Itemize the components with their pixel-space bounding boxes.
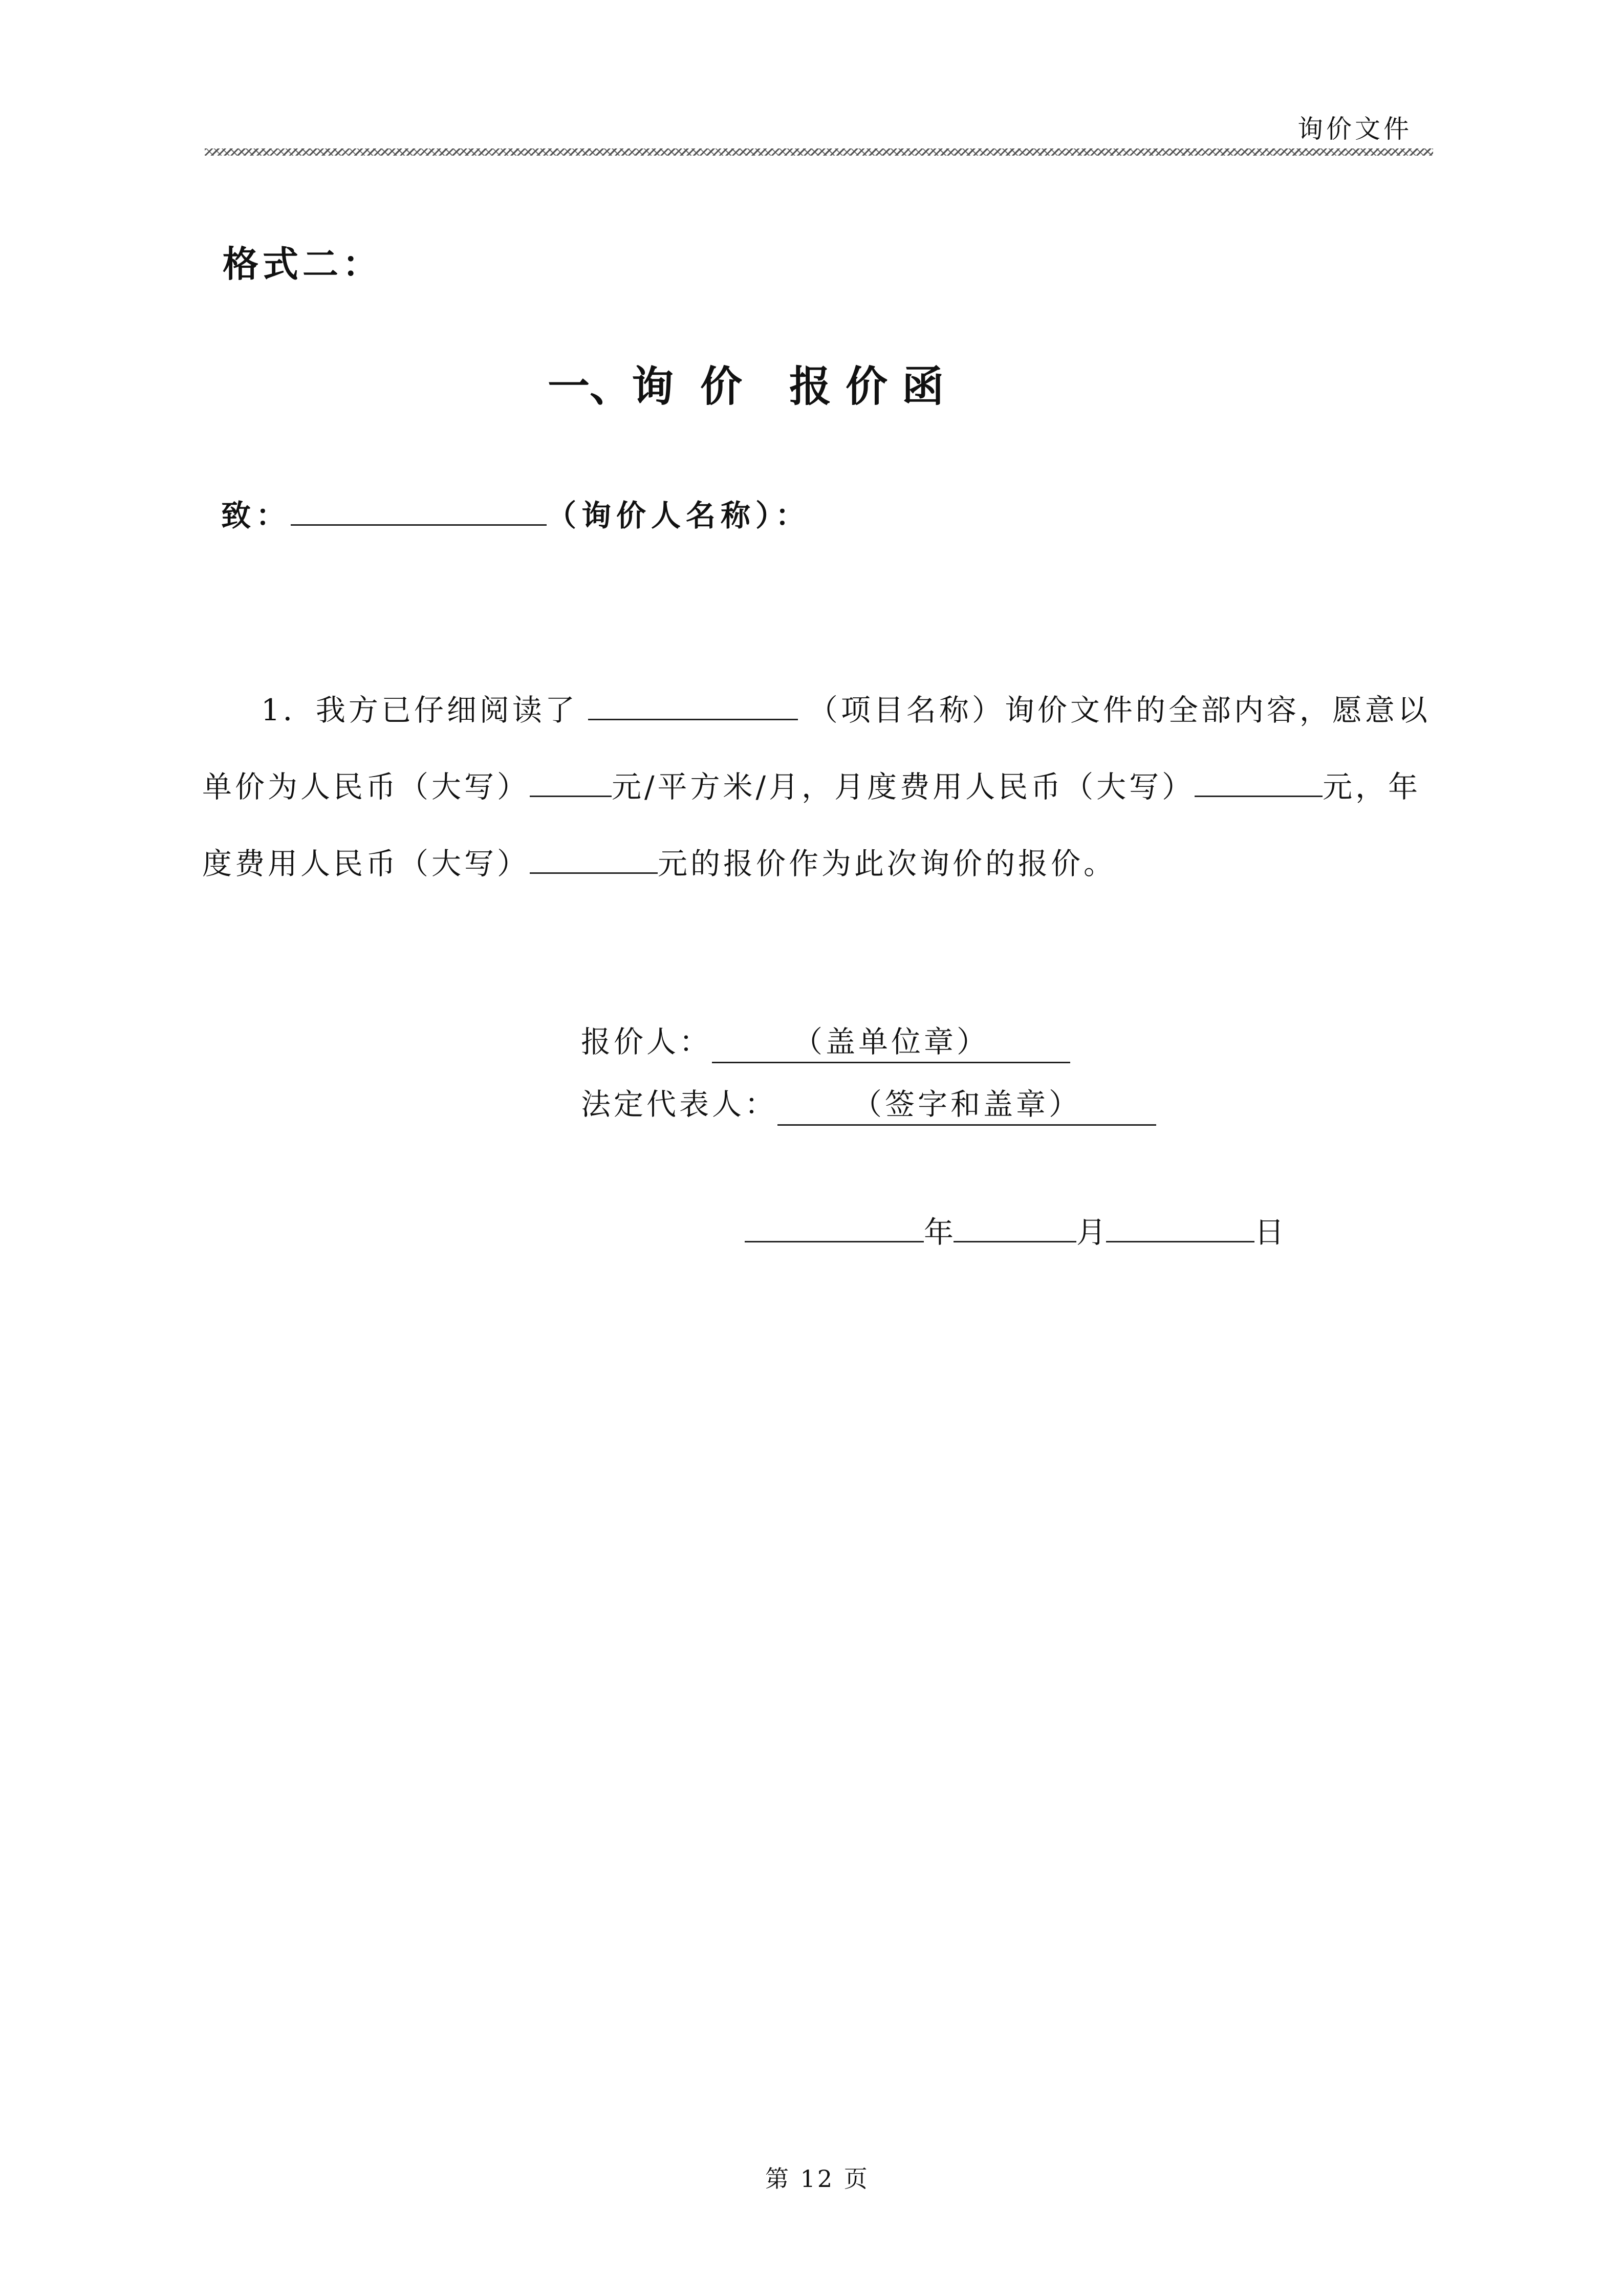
addressee-line (221, 491, 810, 534)
para-2-text-c: 元，年 (1323, 769, 1421, 804)
format-label: 格式二： (223, 243, 382, 285)
annual-fee-blank[interactable] (530, 847, 658, 874)
addressee-blank[interactable] (291, 499, 547, 526)
title-part-3: 报 (789, 362, 832, 411)
para-2-text-b: 元/平方米/月，月度费用人民币（大写） (612, 769, 1195, 804)
paragraph-line-2 (202, 763, 1421, 806)
day-label: 日 (1254, 1215, 1285, 1250)
monthly-fee-blank[interactable] (1195, 770, 1323, 797)
title-part-1: 一、询 (548, 362, 674, 411)
addressee-suffix: （询价人名称）： (547, 498, 811, 533)
year-label: 年 (924, 1215, 954, 1250)
unit-price-blank[interactable] (530, 770, 612, 797)
header-divider (205, 148, 1433, 156)
para-2-text-a: 单价为人民币（大写） (202, 769, 530, 804)
document-title (548, 353, 944, 413)
page-number: 第 12 页 (765, 2165, 870, 2193)
date-row (745, 1208, 1284, 1251)
day-blank[interactable] (1106, 1215, 1254, 1242)
year-blank[interactable] (745, 1215, 924, 1242)
header-title: 询价文件 (1297, 114, 1412, 144)
bidder-row (581, 1018, 1070, 1063)
title-part-4: 价 (846, 362, 888, 411)
bidder-seal-field[interactable]: （盖单位章） (712, 1018, 1070, 1063)
title-part-5: 函 (902, 362, 944, 411)
addressee-prefix: 致： (221, 498, 291, 533)
paragraph-line-3 (202, 840, 1116, 883)
paragraph-line-1 (261, 686, 1431, 729)
para-1-text-a: 1．我方已仔细阅读了 (261, 693, 578, 727)
legal-rep-label: 法定代表人： (581, 1087, 778, 1122)
project-name-blank[interactable] (588, 693, 798, 720)
para-1-text-b: （项目名称）询价文件的全部内容，愿意以 (808, 693, 1431, 727)
title-part-2: 价 (700, 362, 743, 411)
para-3-text-b: 元的报价作为此次询价的报价。 (658, 846, 1117, 881)
legal-rep-row (581, 1080, 1156, 1126)
bidder-label: 报价人： (581, 1024, 712, 1059)
month-label: 月 (1076, 1215, 1107, 1250)
month-blank[interactable] (954, 1215, 1076, 1242)
legal-rep-sign-field[interactable]: （签字和盖章） (777, 1080, 1156, 1126)
para-3-text-a: 度费用人民币（大写） (202, 846, 530, 881)
